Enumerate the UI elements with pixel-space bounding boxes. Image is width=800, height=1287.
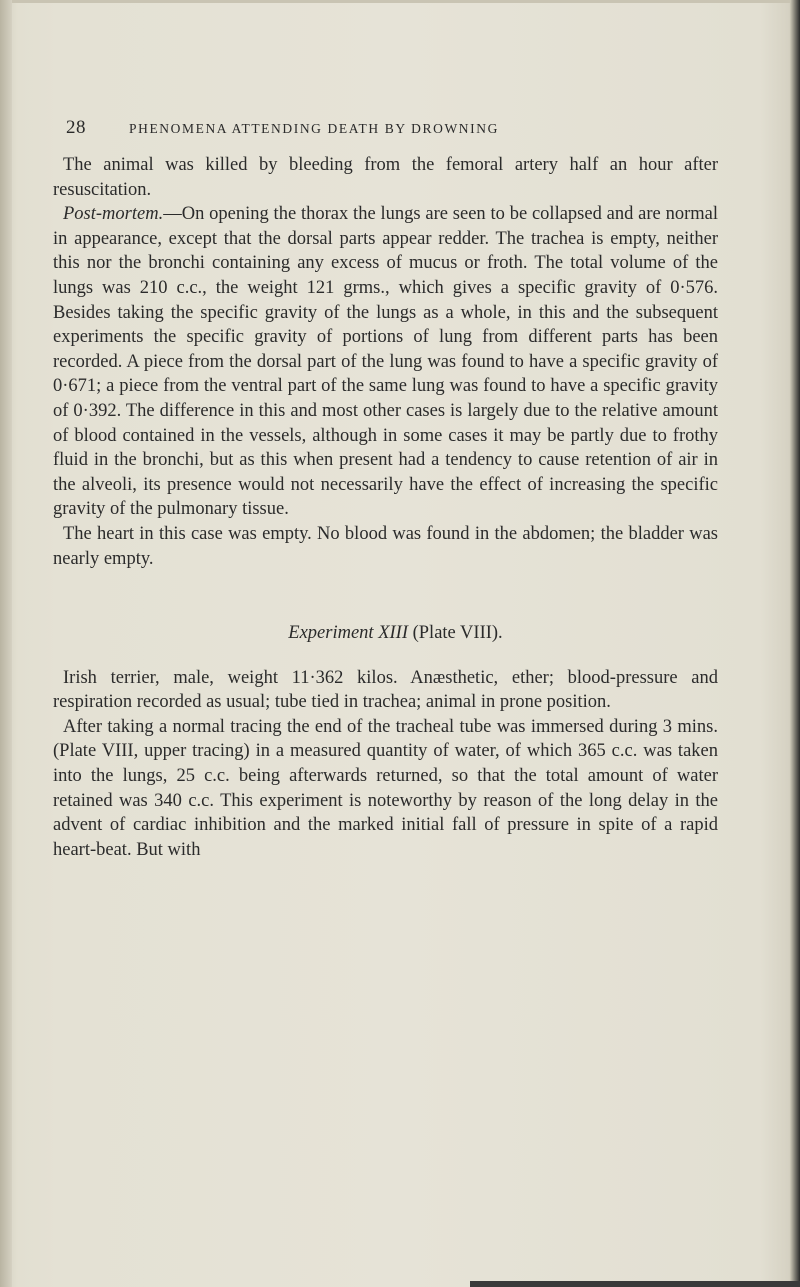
page-top-edge [0, 0, 800, 3]
spine-shadow [0, 0, 12, 1287]
page-bottom-edge [470, 1281, 800, 1287]
experiment-title: Experiment XIII [288, 623, 408, 644]
paragraph-2-text: —On opening the thorax the lungs are seen to be collapsed and are normal in appearance, except that the dorsal parts appear redder. The trachea is empty, neither this nor the bronchi containing any excess of mucus or froth. The total volume of the lungs was 210 c.c., the weight 121 grms., which gives a specific gravity of 0·576. Besides taking the specific gravity of the lungs as a whole, in this and the subsequent experiments the specific gravity of portions of lung from different parts has been recorded. A piece from the dorsal part of the lung was found to have a specific gravity of 0·671; a piece from the ventral part of the same lung was found to have a specific gravity of 0·392. The difference in this and most other cases is largely due to the relative amount of blood contained in the vessels, although in some cases it may be partly due to frothy fluid in the bronchi, but as this when present had a tendency to cause retention of air in the alveoli, its presence would not necessarily have the effect of increasing the specific gravity of the pulmonary tissue. [53, 204, 718, 520]
page-number: 28 [66, 117, 86, 138]
running-head: PHENOMENA ATTENDING DEATH BY DROWNING [129, 121, 499, 136]
paragraph-5: After taking a normal tracing the end of the tracheal tube was immersed during 3 mins. (Plate VIII, upper tracing) in a measured quantity of water, of which 365 c.c. was taken into the lungs, 25 c.c. being afterwards returned, so that the total amount of water retained was 340 c.c. This experiment is noteworthy by reason of the long delay in the advent of cardiac inhibition and the marked initial fall of pressure in spite of a rapid heart-beat. But with [53, 716, 718, 860]
page-header [66, 117, 706, 139]
body-text [53, 153, 718, 862]
paragraph-3: The heart in this case was empty. No blood was found in the abdomen; the bladder was nearly empty. [53, 523, 718, 569]
experiment-plate: (Plate VIII). [412, 623, 503, 644]
paragraph-2 [53, 202, 718, 522]
experiment-heading [53, 621, 718, 646]
paragraph-4: Irish terrier, male, weight 11·362 kilos. Anæsthetic, ether; blood-pressure and respiration recorded as usual; tube tied in trachea; animal in prone position. [53, 667, 718, 713]
post-mortem-lead: Post-mortem. [63, 204, 164, 225]
paragraph-1: The animal was killed by bleeding from the femoral artery half an hour after resuscitation. [53, 155, 718, 200]
page-right-edge [790, 0, 800, 1287]
